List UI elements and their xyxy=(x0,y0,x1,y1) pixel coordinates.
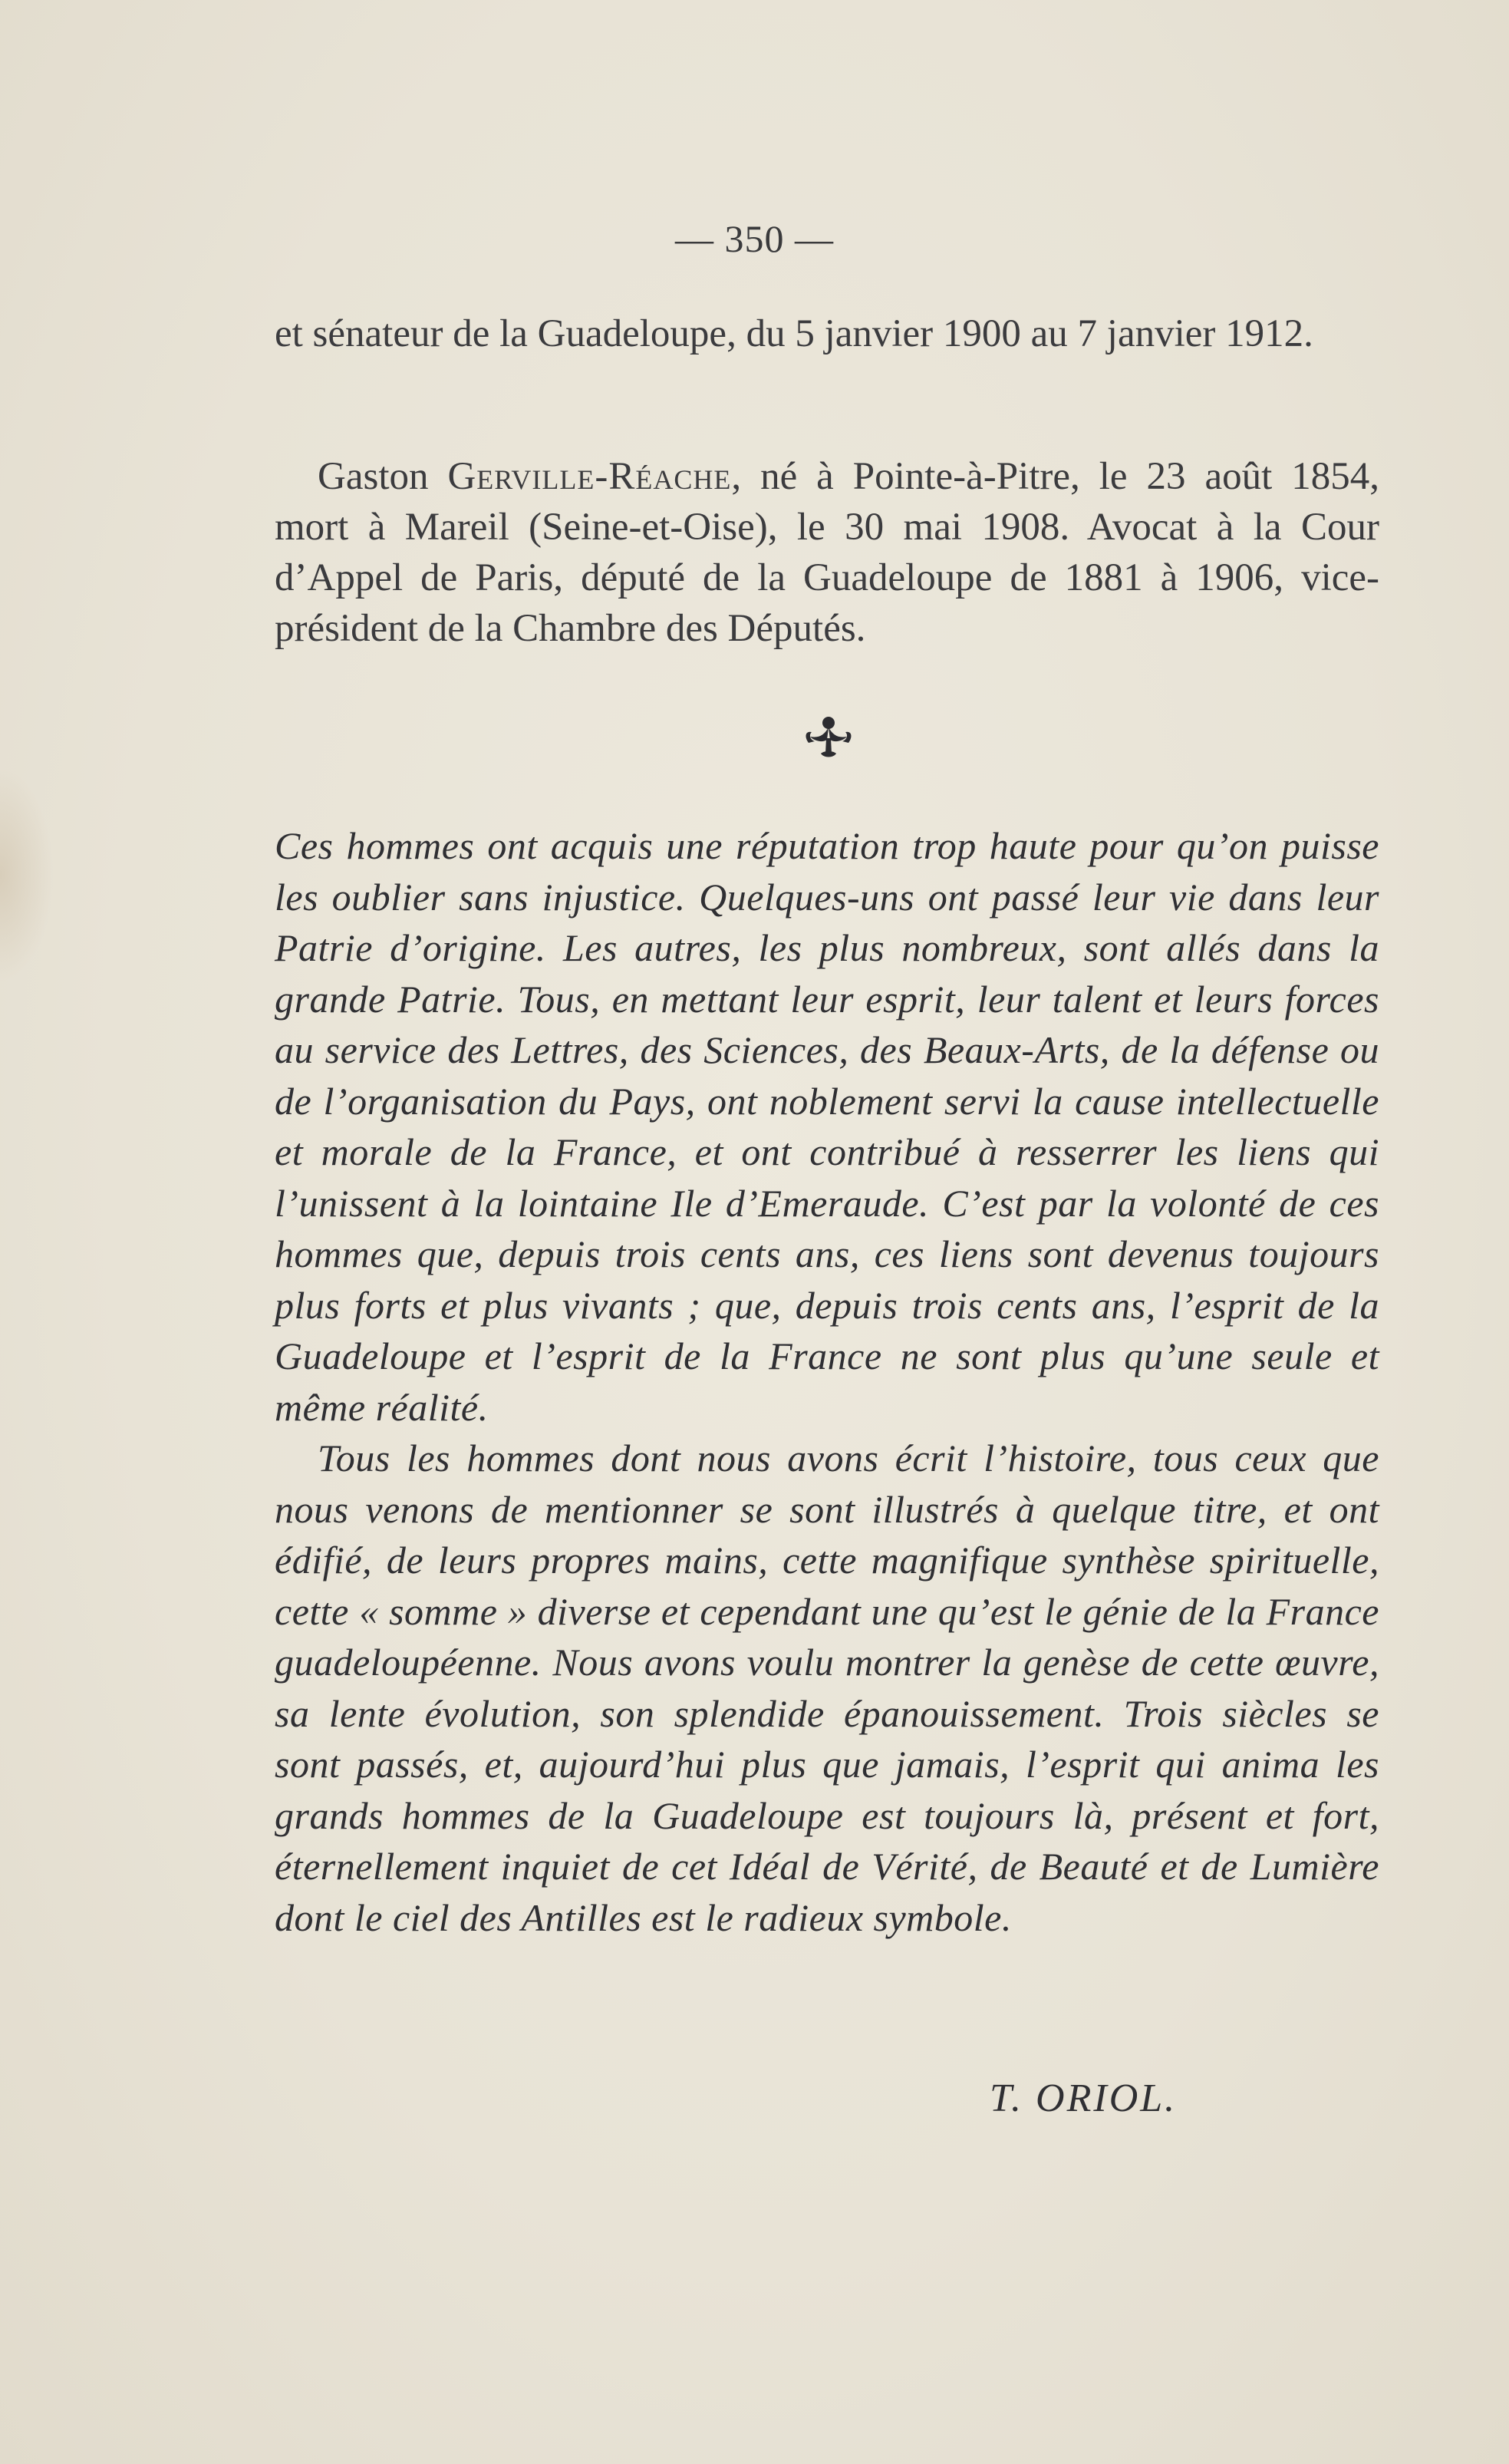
page-number: — 350 — xyxy=(675,217,834,260)
biography-block xyxy=(275,451,1379,654)
biography-surname: Gerville-Réache xyxy=(447,455,732,498)
conclusion-paragraph: Ces hommes ont acquis une réputation trop haute pour qu’on puisse les oublier sans injustice. Quelques-uns ont passé leur vie dans leur Patrie d’origine. Les autres, les plus nombreux, sont allés dans la grande Patrie. Tous, en mettant leur esprit, leur talent et leurs forces au service des Lettres, des Sciences, des Beaux-Arts, de la défense ou de l’organisation du Pays, ont noblement servi la cause intellectuelle et morale de la France, et ont contribué à resserrer les liens qui l’unissent à la lointaine Ile d’Emeraude. C’est par la volonté de ces hommes que, depuis trois cents ans, ces liens sont devenus toujours plus forts et plus vivants ; que, depuis trois cents ans, l’esprit de la Guadeloupe et l’esprit de la France ne sont plus qu’une seule et même réalité. xyxy=(275,824,1379,1429)
conclusion-block xyxy=(275,820,1379,1943)
biography-paragraph xyxy=(275,451,1379,654)
biography-first-name: Gaston xyxy=(318,455,429,498)
intro-block xyxy=(275,308,1379,359)
paper-stain xyxy=(0,767,54,982)
biography-text: , né à Pointe-à-Pitre, le 23 août 1854, mort à Mareil (Seine-et-Oise), le 30 mai 1908. Avocat à la Cour d’Appel de Paris, député de la Guadeloupe de 1881 à 1906, vice-président de la Chambre des Députés. xyxy=(275,455,1379,650)
fleuron-icon xyxy=(798,714,859,767)
intro-paragraph: et sénateur de la Guadeloupe, du 5 janvier 1900 au 7 janvier 1912. xyxy=(275,312,1313,355)
author-signature: T. ORIOL. xyxy=(990,2076,1178,2120)
conclusion-paragraph: Tous les hommes dont nous avons écrit l’histoire, tous ceux que nous venons de mentionner se sont illustrés à quelque titre, et ont édifié, de leurs propres mains, cette magnifique synthèse spirituelle, cette « somme » diverse et cependant une qu’est le génie de la France guadeloupéenne. Nous avons voulu montrer la genèse de cette œuvre, sa lente évolution, son splendide épanouissement. Trois siècles se sont passés, et, aujourd’hui plus que jamais, l’esprit qui anima les grands hommes de la Guadeloupe est toujours là, présent et fort, éternellement inquiet de cet Idéal de Vérité, de Beauté et de Lumière dont le ciel des Antilles est le radieux symbole. xyxy=(275,1437,1379,1939)
